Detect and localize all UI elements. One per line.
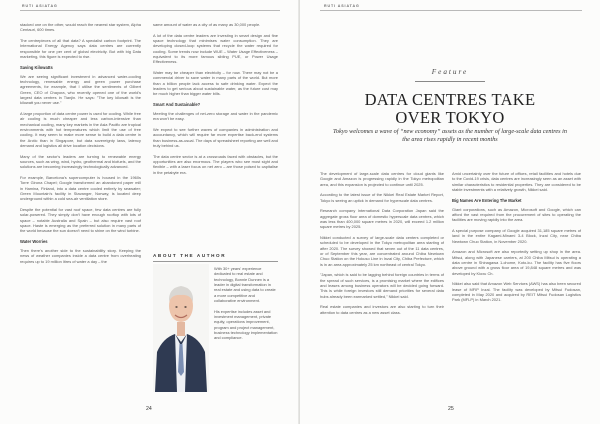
body-paragraph: Water may be cheaper than electricity – for now. There may not be a commercial driver to save water in many parts of the world. But more than a billion people lack access to safe drinking water. Expect the leaders to get serious about sustainable water, as the future cost may be much higher than bigger water bills. [153,70,278,97]
body-paragraph: Amazon and Microsoft are also reportedly setting up shop in the area. Mitsui, along with Japanese carriers, at 200 Chiba Mitsui is operating a data centre in Shinagawa 1-chome, Koto-ku. The facility has five floors above ground with a gross floor area of 19,848 square metres and was developed by Kioxu Ch. [452,249,581,276]
body-paragraph: same amount of water as a city of as many as 30,000 people. [153,22,261,27]
body-paragraph: Nikkei also said that Amazon Web Services (AWS) has also been secured lease of MFIP Inzai. The facility was developed by Mitsui Fudosan, completed in May 2020 and acquired by REIT Mitsui Fudosan Logistics Park (MFLP) in March 2021. [452,281,581,303]
body-paragraph: Then there's another side to the sustainability story. Keeping the news of weather companies inside a data centre from overheating requires up to 19 million litres of water a day – the [20,247,141,264]
header-rule-left [20,10,280,11]
article-deck: Tokyo welcomes a wave of “new economy” assets as the number of large-scale data centres in the area rises rapidly in recent months [333,128,567,143]
body-paragraph: Despite the potential for vast roof space, few data centres are fully solar-powered. They simply don't have enough rooftop with lots of space – notable Australia and Spain – but also require vast roof space. Haste is emerging as the preferred solution in many parts of the world because the sun doesn't need to shine on the wind turbine. [20,207,141,234]
body-paragraph: We are seeing significant investment in advanced water-cooling technology, renewable energy and green power purchase agreements, for example, that I utilise the sentiments of Gilbert Green, CEO of Chayora, who recently opened one of the world's largest data centres in Tianjin. He says: "The key kilowatt is the kilowatt you never use." [20,73,141,106]
body-paragraph: We expect to see further waves of companies in administration and accountancy, which will require far more expertise back-end systems than business-as-usual. The days of spreadsheet reporting are well and truly behind us. [153,126,278,148]
right-page-column-2 [452,171,581,308]
section-heading: Water Worries [20,239,48,245]
article-title [300,91,600,127]
body-paragraph: "Japan, which is said to be lagging behind foreign countries in terms of the spread of such services, is a promising market where the edifices and leases among business operators will be decided going forward. This is while foreign investors still demand priorities for several data hubs already been earmarked settled," Nikkei said. [320,272,444,299]
body-paragraph: stacked one on the other, would reach the nearest star system, Alpha Centauri, 600 times. [20,22,141,33]
body-paragraph: The data centre sector is at a crossroads faced with obstacles, but the opportunities are also enormous. The players who see most sight and flexible – with a laser focus on net zero – are those poised to capitalise in the petabyte era. [153,153,278,175]
page-number-left: 24 [146,406,152,412]
about-author-bio [214,266,278,346]
author-portrait-image [153,264,209,392]
section-heading: Big Names Are Entering The Market [452,197,522,203]
body-paragraph: Giant corporations, such as Amazon, Microsoft and Google, which can afford the vast required from the procurement of sites to operating the facilities are moving rapidly into the area. [452,206,581,223]
author-bio-paragraph: With 30+ years' experience dedicated to real estate and technology, Bonnie Dunnex is a leader in digital transformation in real estate and using data to create a more competitive and collaborative environment. [214,266,276,304]
body-paragraph: According to the latest issue of the Nikkei Real Estate Market Report, Tokyo is seeing an uptick in demand for hyperscale data centres. [320,192,444,203]
article-title-line-1: DATA CENTRES TAKE [364,90,536,109]
body-paragraph: A lot of the data centre leaders are investing in smart design and fine space technology that minimises water consumption. They are developing closed-loop systems that recycle the water required for cooling. Some trends now include WUE – Water Usage Effectiveness – equivalent to its more famous sibling PUE, or Power Usage Effectiveness. [153,32,278,65]
running-head-right: RUTI ASIATAG [324,4,360,8]
body-paragraph: A large proportion of data centre power is used for cooling. While free air cooling is much cheaper and less carbon-intensive than mechanical cooling, many key markets in the Asia Pacific are tropical environments with hot temperatures which limit the use of free cooling. It may seem to make more sense to build a data centre in the Arctic than in Singapore, but data sovereignty laws, latency demand and logistics all drive location decisions. [20,110,141,149]
section-kicker: Feature [431,68,469,76]
section-heading: Smart And Sustainable? [153,102,201,108]
body-paragraph: Nikkei conducted a survey of large-scale data centers completed or scheduled to be developed in the Tokyo metropolitan area starting of after 2020. The survey showed that seven out of the 11 data centres, or of September this year, are concentrated around Chiba Newtown Chuo Station on the Hokuso Line in Inzai City, Chiba Prefecture, which is in an area approximately 25 km northeast of central Tokyo. [320,234,444,267]
article-title-line-2: OVER TOKYO [395,108,505,127]
body-paragraph: Many of the sector's leaders are turning to renewable energy sources, such as wing, wind, hydro, geothermal and biofuels, and the solutions are becoming increasingly technologically advanced. [20,153,141,170]
about-author-rule [153,261,278,262]
body-paragraph: The centrepieces of all that data? A specialist carbon footprint. The International Energy Agency says data centres are currently responsible for one per cent of global electricity. But with big Data marketing, this figure is expected to rise. [20,37,141,60]
body-paragraph: Meeting the challenges of net-zero storage and water in the pandemic era won't be easy. [153,110,278,122]
header-rule-right [320,10,582,11]
author-portrait [153,264,209,392]
body-paragraph: The development of large-scale data centres for cloud giants like Google and Amazon is progressing rapidly in the Tokyo metropolitan area, and this expansion is projected to continue until 2025. [320,171,444,187]
left-page-column-1 [20,22,141,269]
left-page-column-2 [153,22,278,180]
kicker-rule [415,81,485,82]
about-author-heading: ABOUT THE AUTHOR [153,253,227,258]
body-paragraph: Research company International Data Corporation Japan said the aggregate gross floor area of domestic hyperscale data centres, which was less than 400,000 square metres in 2020, will exceed 1.2 million square metres by 2025. [320,208,444,230]
running-head-left: RUTI ASIATAG [22,4,58,8]
right-page-column-1 [320,171,444,320]
page-number-right: 25 [448,406,454,412]
body-paragraph: A special purpose company of Google acquired 31,185 square metres of land in the entire Kagami-Minami 3-4 Block, Inzai City, near Chiba Newtown Chuo Station, in November 2020. [452,227,581,244]
section-heading: Saving Kilowatts [20,64,53,70]
body-paragraph: For example, Barcelona's supercomputer is housed in the 1960s Torre Girona Chapel; Google transformed an abandoned paper mill in Hamina, Finland, into a data centre cooled entirely by seawater; Green Mountain's facility in Stavanger, Norway, is located deep underground within a cold sea-air ventilation store. [20,174,141,202]
body-paragraph: Real estate companies and investors are also starting to turn their attention to data centres as a new asset class. [320,304,444,315]
body-paragraph: Amid uncertainty over the future of offices, retail facilities and hotels due to the Covid-19 crisis, data centres are increasingly seen as an asset with similar characteristics to residential properties. They are considered to be stable investments with a relatively growth, Nikkei said. [452,171,581,193]
author-bio-paragraph: His expertise includes asset and investment management, private equity, operations improvement, program and project management, business technology implementation and compliance. [214,308,278,341]
